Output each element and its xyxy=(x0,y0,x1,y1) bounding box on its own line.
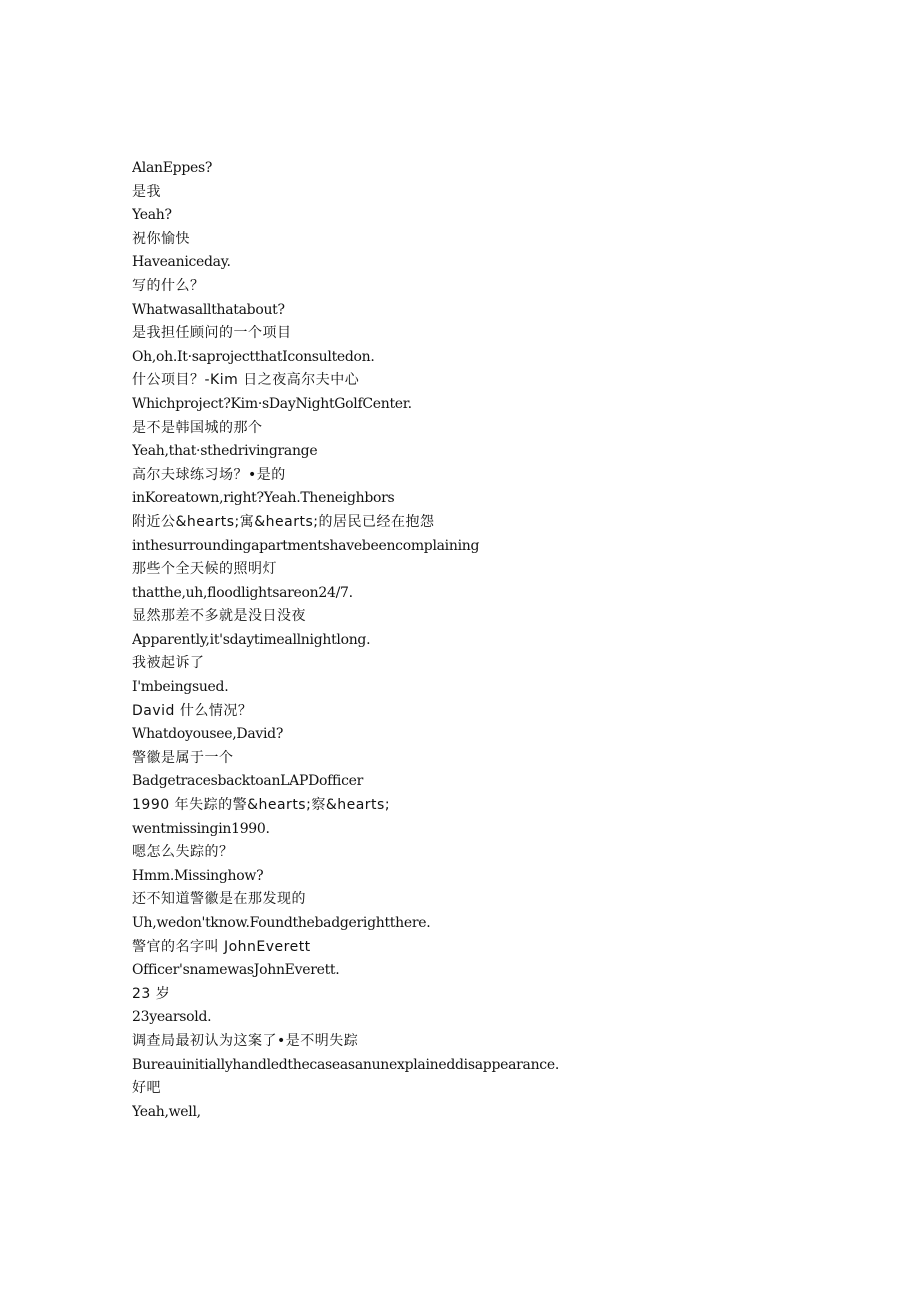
transcript-line-chinese: 调查局最初认为这案了•是不明失踪 xyxy=(132,1032,359,1049)
transcript-line-chinese: 还不知道警徽是在那发现的 xyxy=(132,891,306,908)
transcript-line-english: 23yearsold. xyxy=(132,1009,212,1026)
transcript-line-english: Uh,wedon'tknow.Foundthebadgerightthere. xyxy=(132,915,431,931)
transcript-line-chinese: 写的什么？ xyxy=(132,277,205,294)
transcript-line-english: Apparently,it'sdaytimeallnightlong. xyxy=(132,631,371,648)
transcript-line-english: Yeah,well, xyxy=(132,1103,201,1120)
transcript-line-english: I'mbeingsued. xyxy=(132,679,229,696)
transcript-line-chinese: 好吧 xyxy=(132,1080,161,1097)
transcript-line-english: Yeah? xyxy=(132,207,172,224)
transcript-line-english: Officer'snamewasJohnEverett. xyxy=(132,962,340,979)
transcript-line-chinese: David 什么情况？ xyxy=(132,702,253,719)
transcript-line-english: wentmissingin1990. xyxy=(132,820,270,837)
transcript-line-chinese: 1990 年失踪的警&hearts;察&hearts; xyxy=(132,797,391,814)
transcript-line-english: Whichproject?Kim·sDayNightGolfCenter. xyxy=(132,395,412,412)
transcript-line-english: Oh,oh.It·saprojectthatIconsultedon. xyxy=(132,348,375,365)
transcript-line-chinese: 嗯怎么失踪的？ xyxy=(132,844,234,861)
transcript-line-chinese: 23 岁 xyxy=(132,985,171,1002)
transcript-line-english: Whatwasallthatabout? xyxy=(132,301,285,318)
transcript-line-chinese: 我被起诉了 xyxy=(132,655,205,672)
transcript-line-english: thatthe,uh,floodlightsareon24/7. xyxy=(132,584,353,601)
transcript-line-chinese: 显然那差不多就是没日没夜 xyxy=(132,608,306,625)
transcript-line-chinese: 祝你愉快 xyxy=(132,230,190,247)
transcript-line-english: Hmm.Missinghow? xyxy=(132,867,264,884)
transcript-line-english: AlanEppes? xyxy=(132,160,213,176)
transcript-line-chinese: 附近公&hearts;寓&hearts;的居民已经在抱怨 xyxy=(132,513,435,530)
transcript-line-chinese: 是我 xyxy=(132,183,161,200)
transcript-line-english: Bureauinitiallyhandledthecaseasanunexplaineddisappearance. xyxy=(132,1056,559,1073)
transcript-line-chinese: 那些个全天候的照明灯 xyxy=(132,561,277,578)
transcript-line-chinese: 警徽是属于一个 xyxy=(132,749,234,766)
transcript-line-english: BadgetracesbacktoanLAPDofficer xyxy=(132,773,364,790)
transcript-line-chinese: 是我担任顾问的一个项目 xyxy=(132,325,292,342)
transcript-line-chinese: 高尔夫球练习场？•是的 xyxy=(132,466,286,483)
transcript-line-english: Haveaniceday. xyxy=(132,254,231,271)
transcript-line-chinese: 什公项目？-Kim 日之夜高尔夫中心 xyxy=(132,372,360,389)
transcript-line-chinese: 是不是韩国城的那个 xyxy=(132,419,263,436)
transcript-line-chinese: 警官的名字叫 JohnEverett xyxy=(132,938,311,955)
transcript-line-english: Whatdoyousee,David? xyxy=(132,726,284,743)
transcript-line-english: Yeah,that·sthedrivingrange xyxy=(132,443,318,460)
transcript-line-english: inKoreatown,right?Yeah.Theneighbors xyxy=(132,490,395,507)
transcript-lines xyxy=(132,157,852,1124)
transcript-line-english: inthesurroundingapartmentshavebeencomplaining xyxy=(132,537,480,554)
